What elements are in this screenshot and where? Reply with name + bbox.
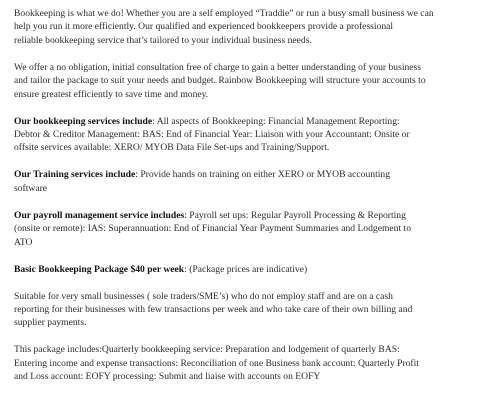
text-line: offsite services available: XERO/ MYOB Data File Set-ups and Training/Support. bbox=[14, 142, 330, 154]
training-services-text: : Provide hands on training on either XERO or MYOB accounting bbox=[135, 169, 390, 181]
text-line bbox=[14, 209, 472, 222]
text-line: ATO bbox=[14, 236, 33, 248]
text-line: reliable bookkeeping service that’s tailored to your individual business needs. bbox=[14, 34, 312, 46]
text-line: help you run it more efficiently. Our qualified and experienced bookkeepers provide a professional bbox=[14, 21, 394, 33]
text-line: ensure greatest efficiently to save time and money. bbox=[14, 88, 209, 100]
basic-package-heading: Basic Bookkeeping Package $40 per week bbox=[14, 263, 185, 275]
payroll-services-paragraph bbox=[14, 209, 472, 249]
text-line: Bookkeeping is what we do! Whether you are a self employed “Traddie” or run a busy small business we can bbox=[14, 8, 434, 19]
text-line: and Loss account: EOFY processing: Submit and liaise with accounts on EOFY bbox=[14, 371, 321, 383]
bookkeeping-services-text: : All aspects of Bookkeeping: Financial Management Reporting: bbox=[152, 115, 400, 127]
intro-paragraph bbox=[14, 7, 472, 47]
payroll-services-text: : Payroll set ups: Regular Payroll Processing & Reporting bbox=[184, 209, 406, 221]
bookkeeping-services-paragraph bbox=[14, 115, 472, 155]
text-line: supplier payments. bbox=[14, 317, 87, 329]
training-services-heading: Our Training services include bbox=[14, 169, 136, 181]
text-line: (onsite or remote): IAS: Superannuation: End of Financial Year Payment Summaries and Lodgement to bbox=[14, 223, 411, 235]
text-line: Entering income and expense transactions: Reconciliation of one Business bank account: Quarterly Profit bbox=[14, 357, 419, 369]
text-line: and tailor the package to suit your needs and budget. Rainbow Bookkeeping will structure your accounts to bbox=[14, 75, 426, 87]
text-line: Debtor & Creditor Management: BAS: End of Financial Year: Liaison with your Accountant: Onsite or bbox=[14, 129, 410, 141]
basic-package-paragraph bbox=[14, 263, 472, 276]
training-services-paragraph bbox=[14, 168, 472, 195]
text-line: We offer a no obligation, initial consultation free of charge to gain a better understanding of your business bbox=[14, 61, 422, 73]
text-line: Suitable for very small businesses ( sole traders/SME’s) who do not employ staff and are on a cash bbox=[14, 290, 393, 302]
text-line: This package includes:Quarterly bookkeeping service: Preparation and lodgement of quarterly BAS: bbox=[14, 344, 400, 356]
text-line: reporting for their businesses with few transactions per week and who take care of their own billing and bbox=[14, 304, 413, 316]
text-line bbox=[14, 115, 472, 128]
suitable-paragraph bbox=[14, 290, 472, 330]
text-line: software bbox=[14, 182, 48, 194]
document-body bbox=[14, 7, 472, 384]
text-line bbox=[14, 168, 472, 181]
text-line bbox=[14, 263, 472, 276]
basic-package-text: : (Package prices are indicative) bbox=[184, 263, 308, 275]
package-includes-paragraph bbox=[14, 343, 472, 383]
bookkeeping-services-heading: Our bookkeeping services include bbox=[14, 115, 153, 127]
consultation-paragraph bbox=[14, 61, 472, 101]
payroll-services-heading: Our payroll management service includes bbox=[14, 209, 185, 221]
